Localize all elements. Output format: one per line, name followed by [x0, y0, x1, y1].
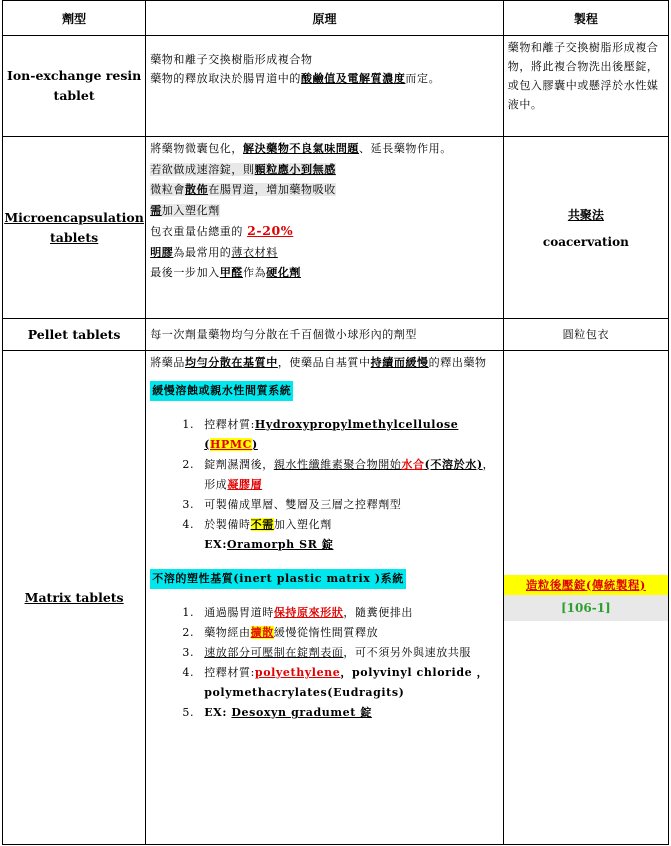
pellet-principle: 每一次劑量藥物均勻分散在千百個微小球形內的劑型: [146, 319, 504, 351]
ion-name: Ion-exchange resin tablet: [3, 36, 146, 137]
ion-process: 藥物和離子交換樹脂形成複合物，將此複合物洗出後壓錠，或包入膠囊中或懸浮於水性媒液中。: [503, 36, 668, 137]
ion-principle: 藥物和離子交換樹脂形成複合物 藥物的釋放取決於腸胃道中的酸鹼值及電解質濃度而定。: [146, 36, 504, 137]
row-matrix: [3, 351, 669, 845]
row-ion-exchange: [3, 36, 669, 137]
section-inert-plastic: 不溶的塑性基質(inert plastic matrix )系統: [150, 569, 406, 589]
hydrophilic-list: 1. 控釋材質:Hydroxypropylmethylcellulose (HPMC) 2. 錠劑濕潤後，親水性纖維素聚合物開始水合(不溶於水)，形成凝膠層 3. 可製備成單層、雙層及三層之控釋劑型 4. 於製備時不需加入塑化劑 EX:Oramorph SR 錠: [150, 415, 499, 555]
matrix-name: Matrix tablets: [3, 351, 146, 845]
micro-process: 共聚法 coacervation: [503, 137, 668, 319]
header-row: [3, 1, 669, 36]
pellet-process: 圓粒包衣: [503, 319, 668, 351]
micro-principle: 將藥物微囊包化，解決藥物不良氣味問題、延長藥物作用。 若欲做成速溶錠，則顆粒應小到無感 微粒會散佈在腸胃道，增加藥物吸收 需加入塑化劑 包衣重量佔總重的 2-20% 明膠為最常用的薄衣材料 最後一步加入甲醛作為硬化劑: [146, 137, 504, 319]
header-principle: 原理: [146, 1, 504, 36]
dosage-form-table: [2, 0, 669, 845]
inert-list: 1. 通過腸胃道時保持原來形狀，隨糞便排出 2. 藥物經由擴散緩慢從惰性間質釋放 3. 速放部分可壓制在錠劑表面，可不須另外與速放共服 4. 控釋材質:polyethylene，polyvinyl chloride ，polymethacrylates(Eudragits) 5. EX: Desoxyn gradumet 錠: [150, 603, 499, 723]
header-process: 製程: [503, 1, 668, 36]
matrix-principle: 將藥品均勻分散在基質中，使藥品自基質中持續而緩慢的釋出藥物 緩慢溶蝕或親水性間質系統 1. 控釋材質:Hydroxypropylmethylcellulose (HPMC) 2. 錠劑濕潤後，親水性纖維素聚合物開始水合(不溶於水)，形成凝膠層 3. 可製備成單層、雙層及三層之控釋劑型 4. 於製備時不需加入塑化劑 EX:Oramorph SR 錠 不溶的塑性基質(inert plastic matrix )系統 1. 通過腸胃道時保持原來形狀，隨糞便排出 2. 藥物經由擴散緩慢從惰性間質釋放 3. 速放部分可壓制在錠劑表面，可不須另外與速放共服 4. 控釋材質:polyethylene，polyvinyl chloride ，polymethacrylates(Eudragits) 5. EX: Desoxyn gradumet 錠: [146, 351, 504, 845]
micro-name: Microencapsulation tablets: [3, 137, 146, 319]
matrix-process: 造粒後壓錠(傳統製程) [106-1]: [503, 351, 668, 845]
row-microencapsulation: [3, 137, 669, 319]
pellet-name: Pellet tablets: [3, 319, 146, 351]
header-dosage-form: 劑型: [3, 1, 146, 36]
row-pellet: [3, 319, 669, 351]
section-hydrophilic: 緩慢溶蝕或親水性間質系統: [150, 381, 293, 401]
